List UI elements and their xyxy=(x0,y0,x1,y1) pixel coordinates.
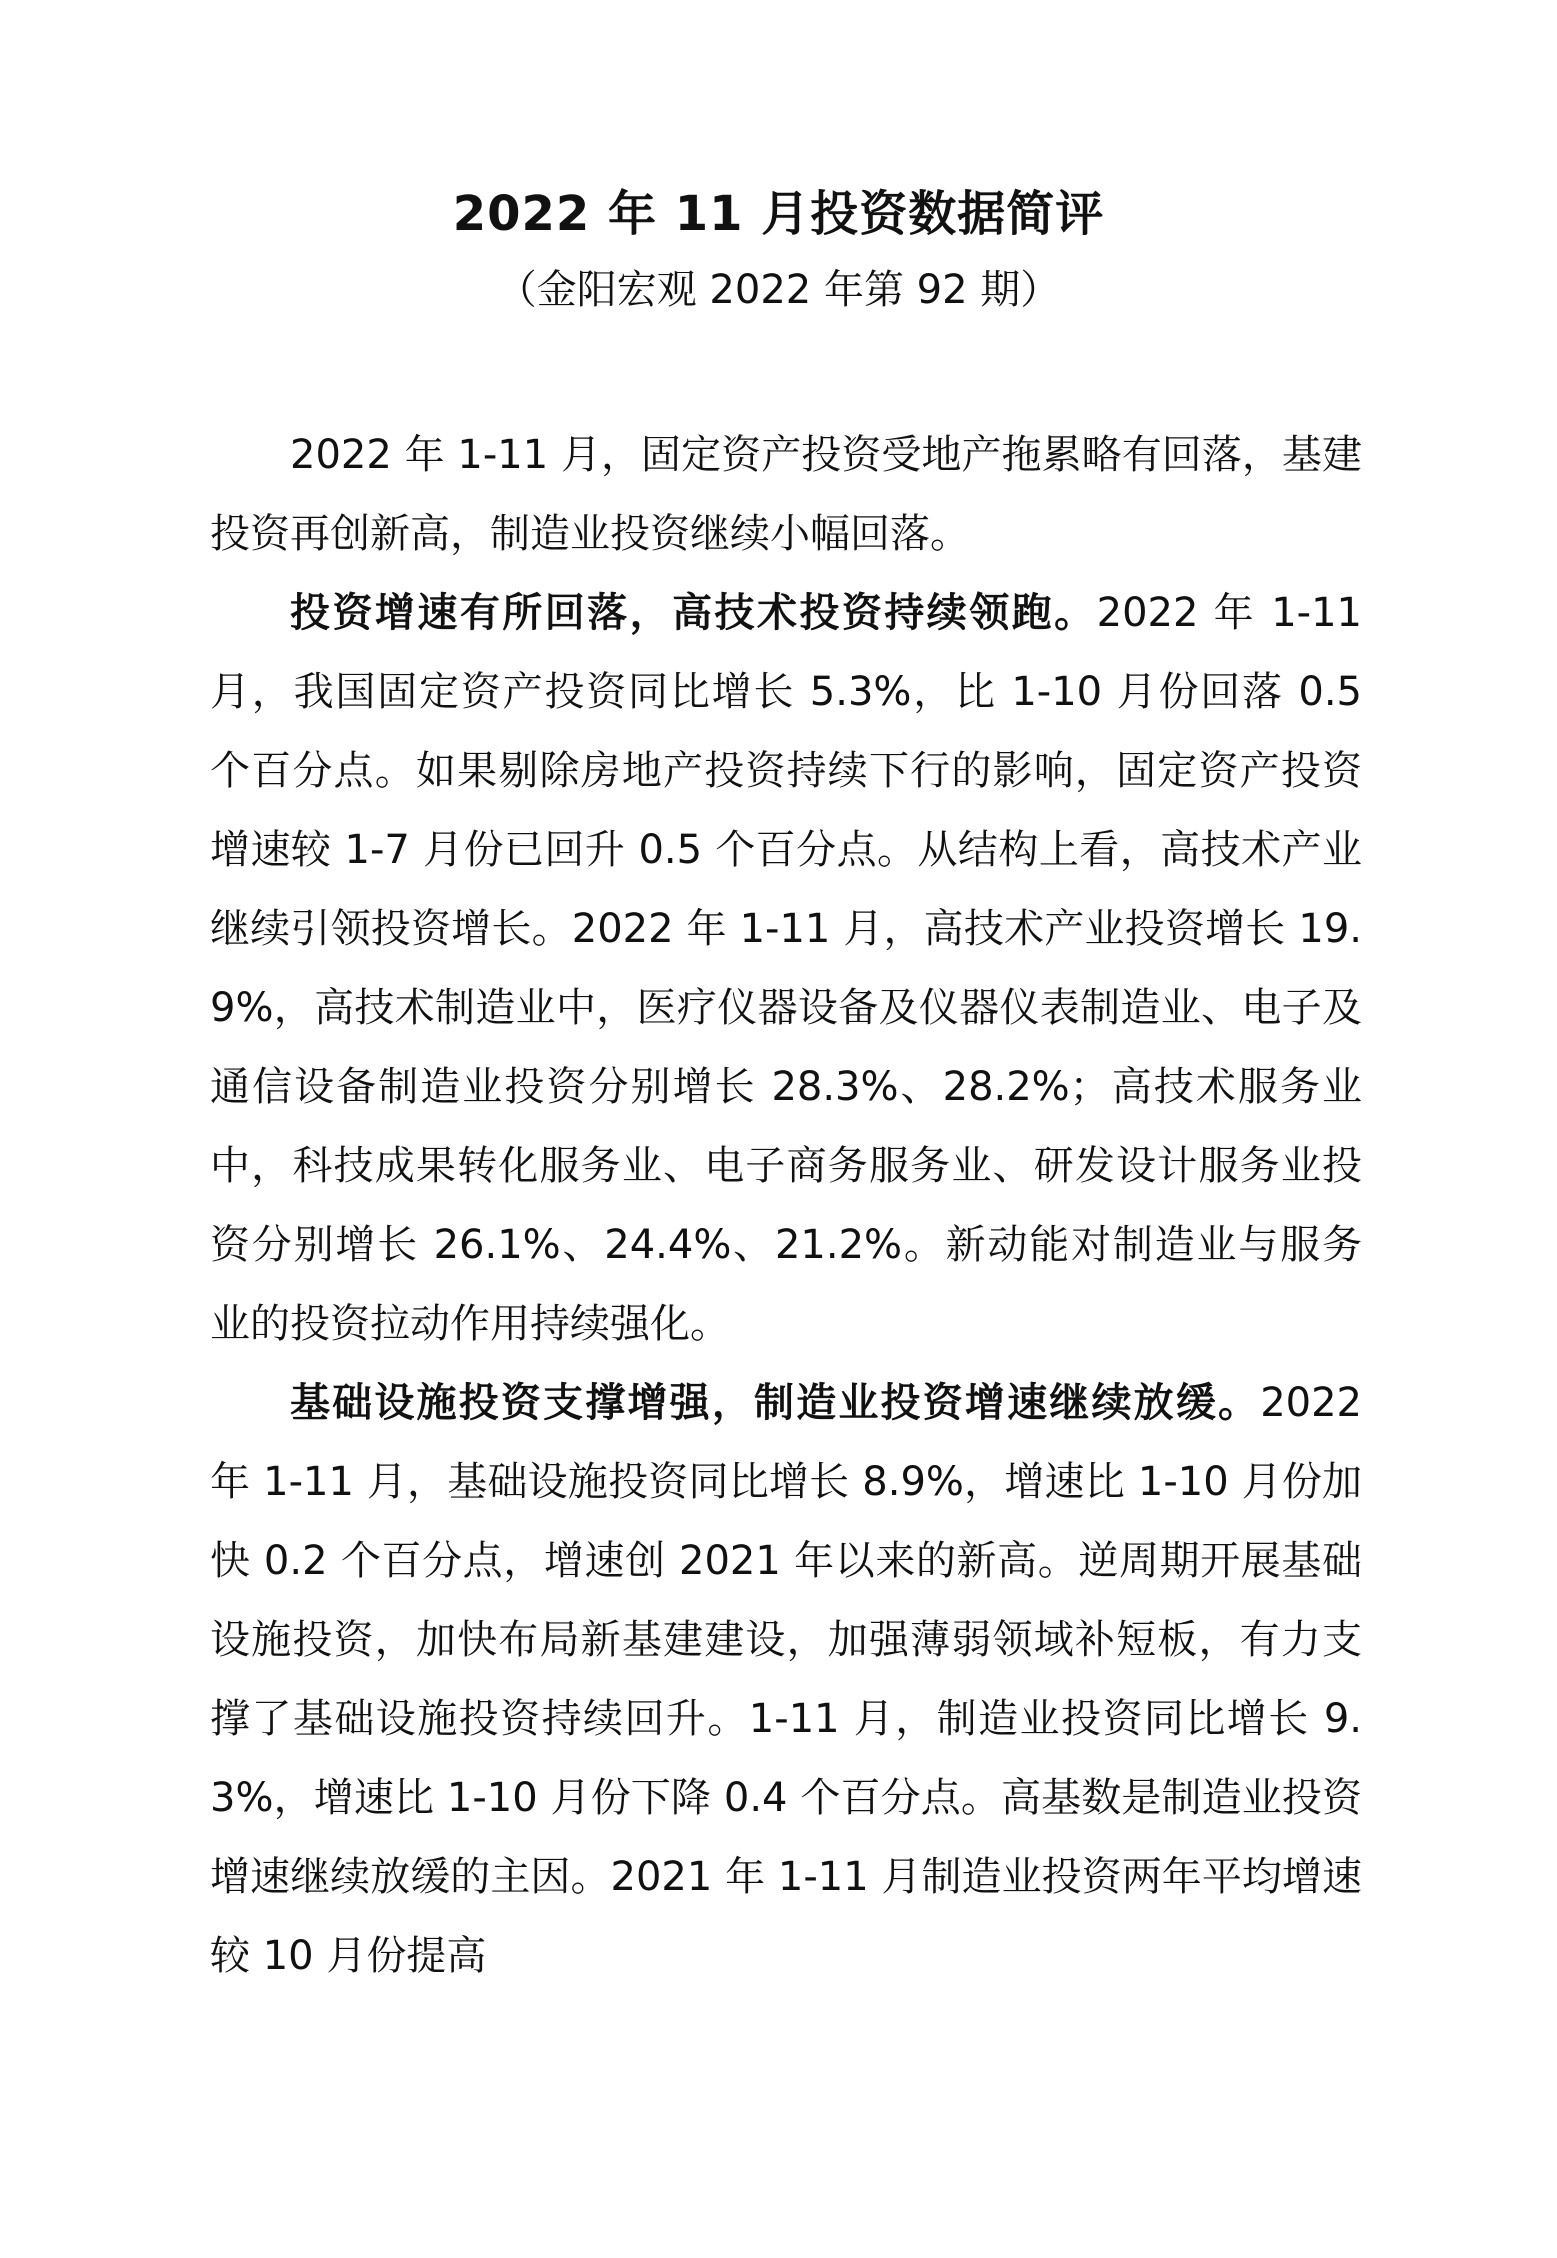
document-title: 2022 年 11 月投资数据简评 xyxy=(452,186,1105,242)
paragraph-text: 2022 年 1-11 月，我国固定资产投资同比增长 5.3%，比 1-10 月份回落 0.5 个百分点。如果剔除房地产投资持续下行的影响，固定资产投资增速较 1-7 月份已回升 0.5 个百分点。从结构上看，高技术产业继续引领投资增长。2022 年 1-11 月，高技术产业投资增长 19.9%，高技术制造业中，医疗仪器设备及仪器仪表制造业、电子及通信设备制造业投资分别增长 28.3%、28.2%；高技术服务业中，科技成果转化服务业、电子商务服务业、研发设计服务业投资分别增长 26.1%、24.4%、21.2%。新动能对制造业与服务业的投资拉动作用持续强化。 xyxy=(210,590,1362,1347)
paragraph-text: 2022 年 1-11 月，基础设施投资同比增长 8.9%，增速比 1-10 月份加快 0.2 个百分点，增速创 2021 年以来的新高。逆周期开展基础设施投资，加快布局新基建建设，加强薄弱领域补短板，有力支撑了基础设施投资持续回升。1-11 月，制造业投资同比增长 9.3%，增速比 1-10 月份下降 0.4 个百分点。高基数是制造业投资增速继续放缓的主因。2021 年 1-11 月制造业投资两年平均增速较 10 月份提高 xyxy=(210,1380,1362,1979)
paragraph-text: 2022 年 1-11 月，固定资产投资受地产拖累略有回落，基建投资再创新高，制造业投资继续小幅回落。 xyxy=(210,432,1362,557)
paragraph-lead: 基础设施投资支撑增强，制造业投资增速继续放缓。 xyxy=(290,1380,1261,1426)
paragraph-lead: 投资增速有所回落，高技术投资持续领跑。 xyxy=(290,590,1097,636)
document-body xyxy=(210,416,1362,1996)
document-subtitle: （金阳宏观 2022 年第 92 期） xyxy=(496,267,1061,313)
paragraph-infrastructure xyxy=(210,1364,1362,1996)
paragraph-investment-growth xyxy=(210,574,1362,1364)
paragraph-intro xyxy=(210,416,1362,574)
